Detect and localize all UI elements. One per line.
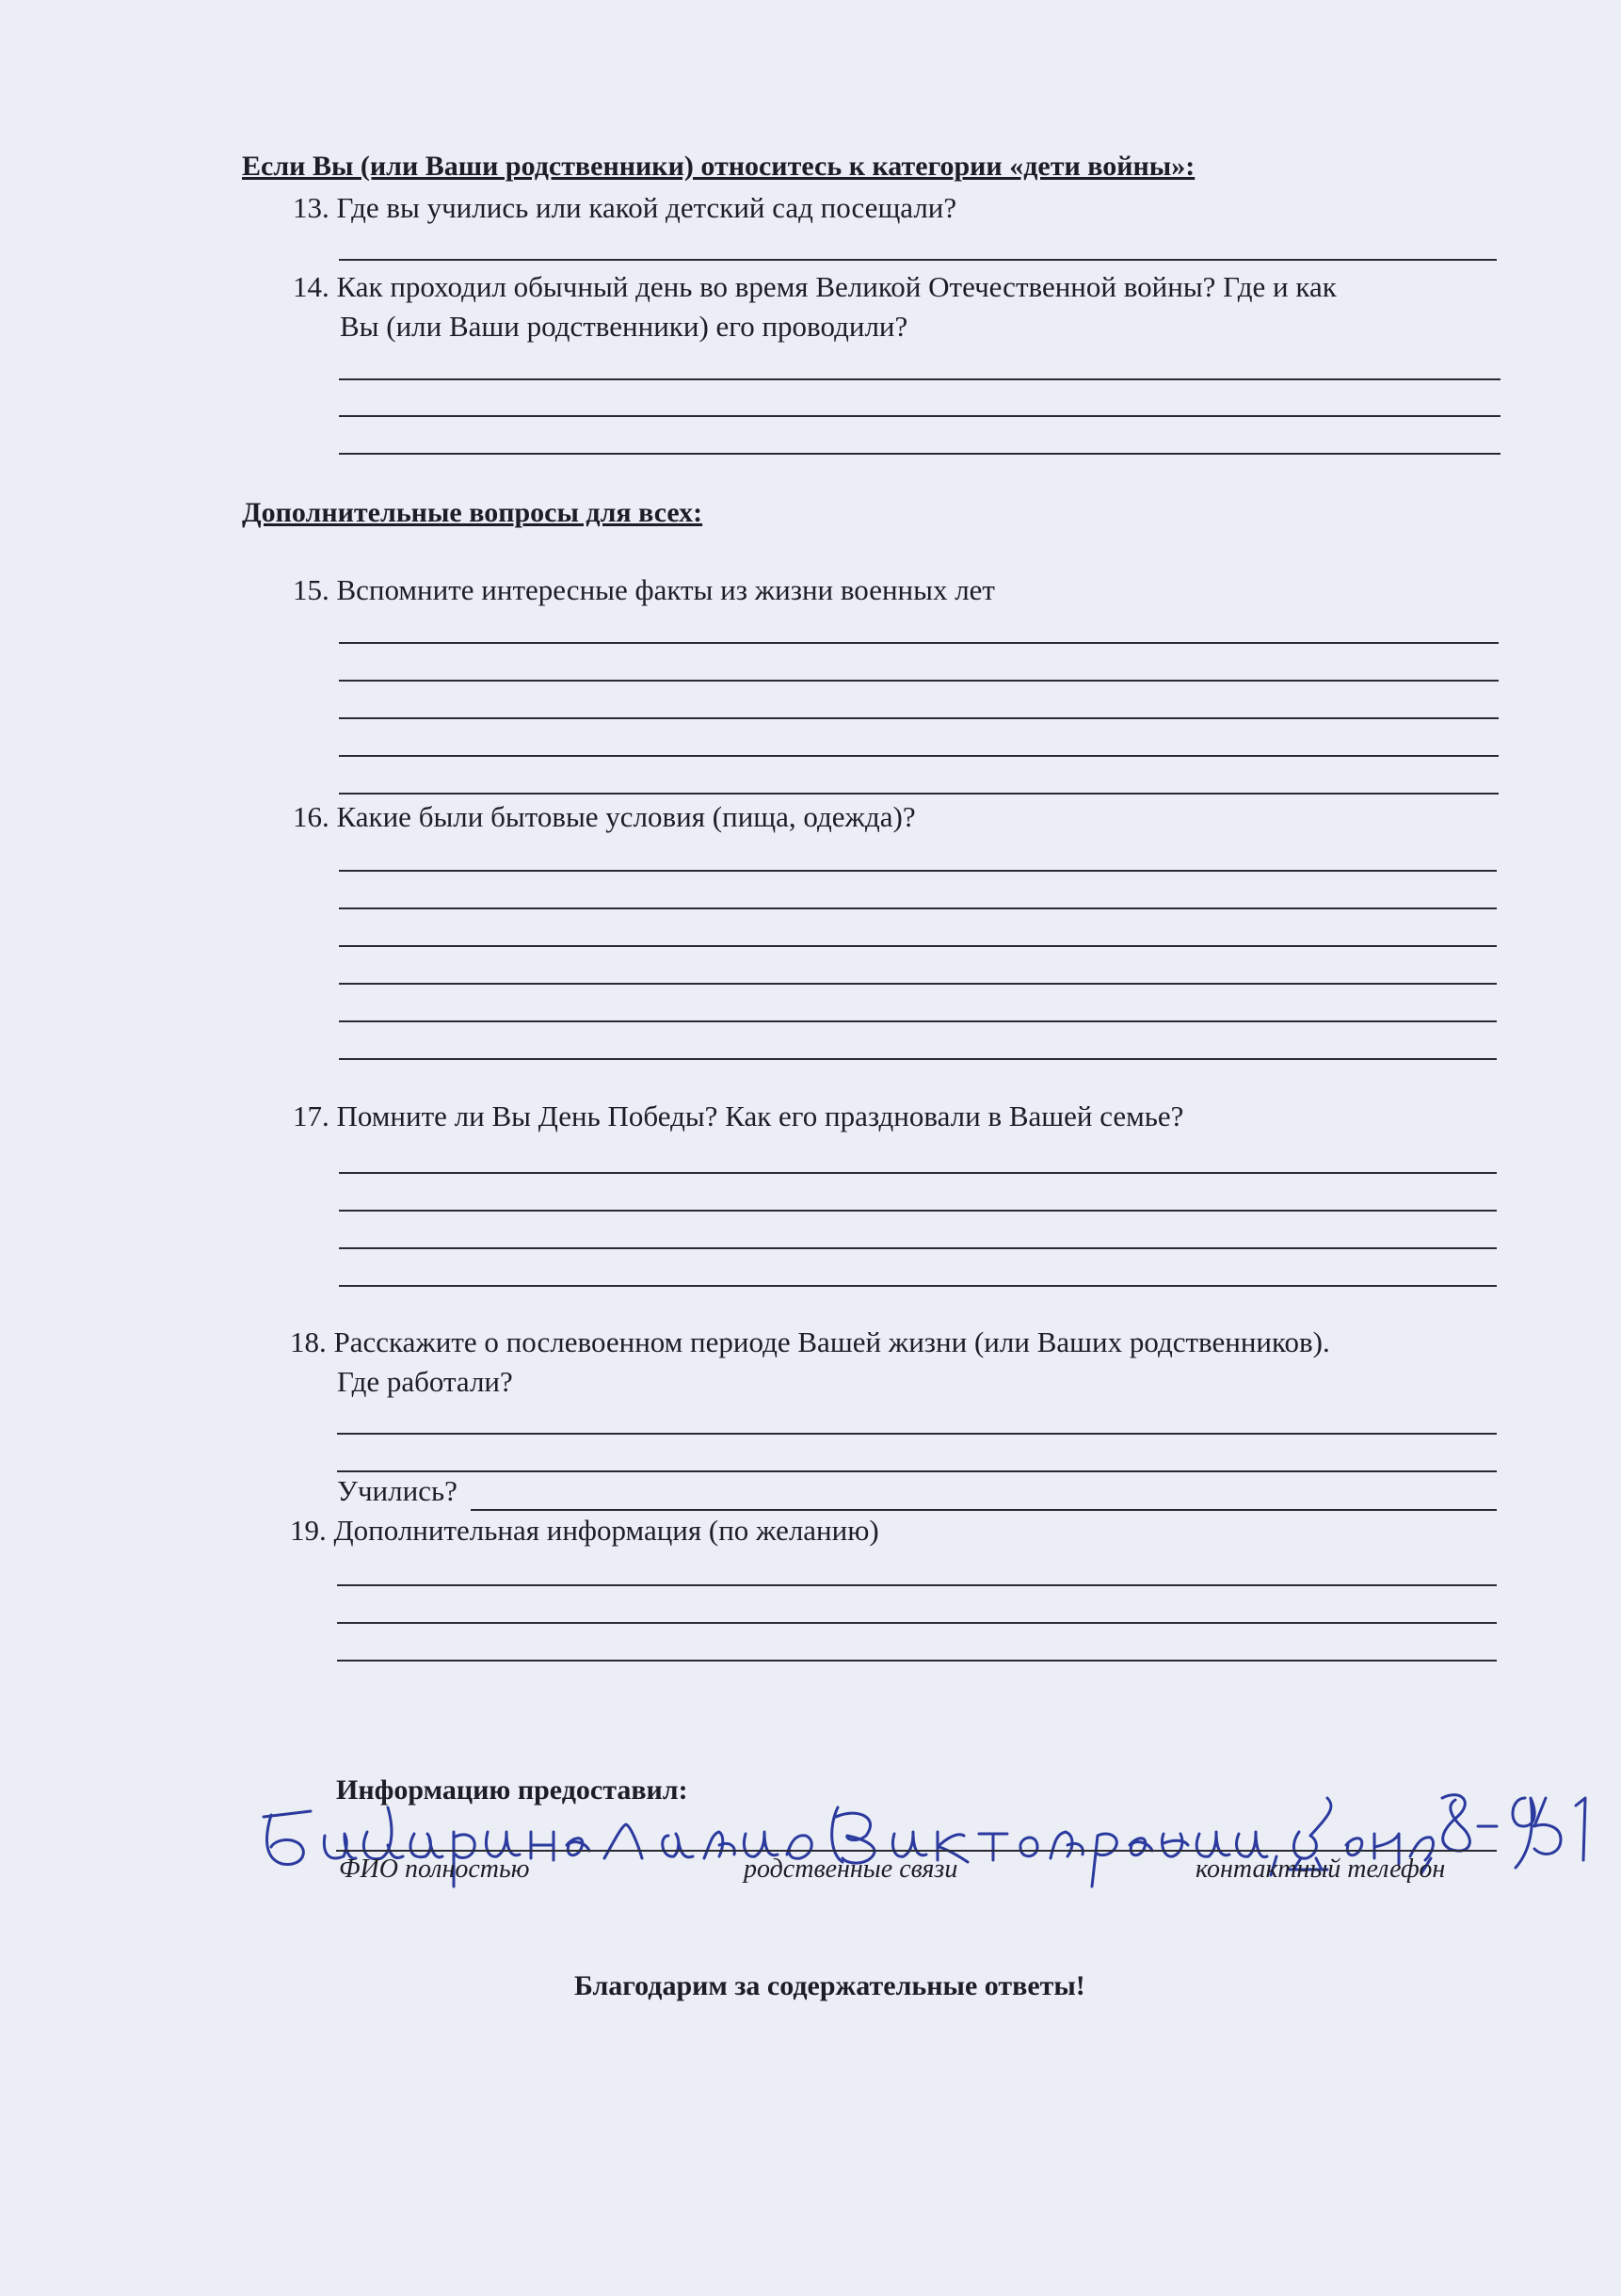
- signature-line: [336, 1850, 1497, 1852]
- question-19: 19. Дополнительная информация (по желанию): [290, 1514, 879, 1547]
- question-18-studied-label: Учились?: [337, 1474, 457, 1507]
- answer-line: [339, 1247, 1497, 1249]
- answer-line: [339, 717, 1499, 719]
- answer-line: [339, 755, 1499, 757]
- answer-line: [339, 680, 1499, 682]
- question-18-line-2: Где работали?: [337, 1365, 513, 1398]
- answer-line: [339, 1058, 1497, 1060]
- answer-line: [339, 793, 1499, 795]
- answer-line: [339, 983, 1497, 985]
- answer-line: [337, 1584, 1497, 1586]
- question-14-line-2: Вы (или Ваши родственники) его проводили?: [340, 310, 908, 343]
- section-heading-children-of-war: Если Вы (или Ваши родственники) относитесь к категории «дети войны»:: [242, 151, 1196, 182]
- answer-line: [339, 1172, 1497, 1174]
- provided-by-label: Информацию предоставил:: [336, 1774, 688, 1806]
- answer-line: [339, 907, 1497, 909]
- answer-line: [339, 945, 1497, 947]
- answer-line: [339, 453, 1501, 455]
- question-16: 16. Какие были бытовые условия (пища, одежда)?: [293, 800, 916, 833]
- answer-line: [337, 1433, 1497, 1435]
- question-14-line-1: 14. Как проходил обычный день во время Великой Отечественной войны? Где и как: [293, 270, 1337, 303]
- answer-line: [339, 1285, 1497, 1287]
- section-heading-additional: Дополнительные вопросы для всех:: [242, 497, 703, 528]
- answer-line: [339, 415, 1501, 417]
- question-18: [290, 1323, 1330, 1402]
- thanks-message: Благодарим за содержательные ответы!: [574, 1970, 1085, 2001]
- answer-line: [337, 1660, 1497, 1662]
- answer-line: [339, 1210, 1497, 1212]
- answer-line: [339, 259, 1497, 261]
- label-phone: контактный телефон: [1196, 1854, 1446, 1884]
- answer-line: [337, 1622, 1497, 1624]
- question-13: 13. Где вы учились или какой детский сад посещали?: [293, 191, 957, 224]
- label-relation: родственные связи: [744, 1854, 958, 1884]
- question-18-line-1: 18. Расскажите о послевоенном периоде Вашей жизни (или Ваших родственников).: [290, 1325, 1330, 1358]
- answer-line: [339, 642, 1499, 644]
- answer-line: [337, 1470, 1497, 1472]
- question-14: [293, 267, 1337, 346]
- answer-line: [339, 378, 1501, 380]
- answer-line: [339, 870, 1497, 872]
- question-17: 17. Помните ли Вы День Победы? Как его праздновали в Вашей семье?: [293, 1100, 1184, 1132]
- answer-line: [339, 1020, 1497, 1022]
- question-15: 15. Вспомните интересные факты из жизни военных лет: [293, 573, 995, 606]
- label-full-name: ФИО полностью: [339, 1854, 530, 1884]
